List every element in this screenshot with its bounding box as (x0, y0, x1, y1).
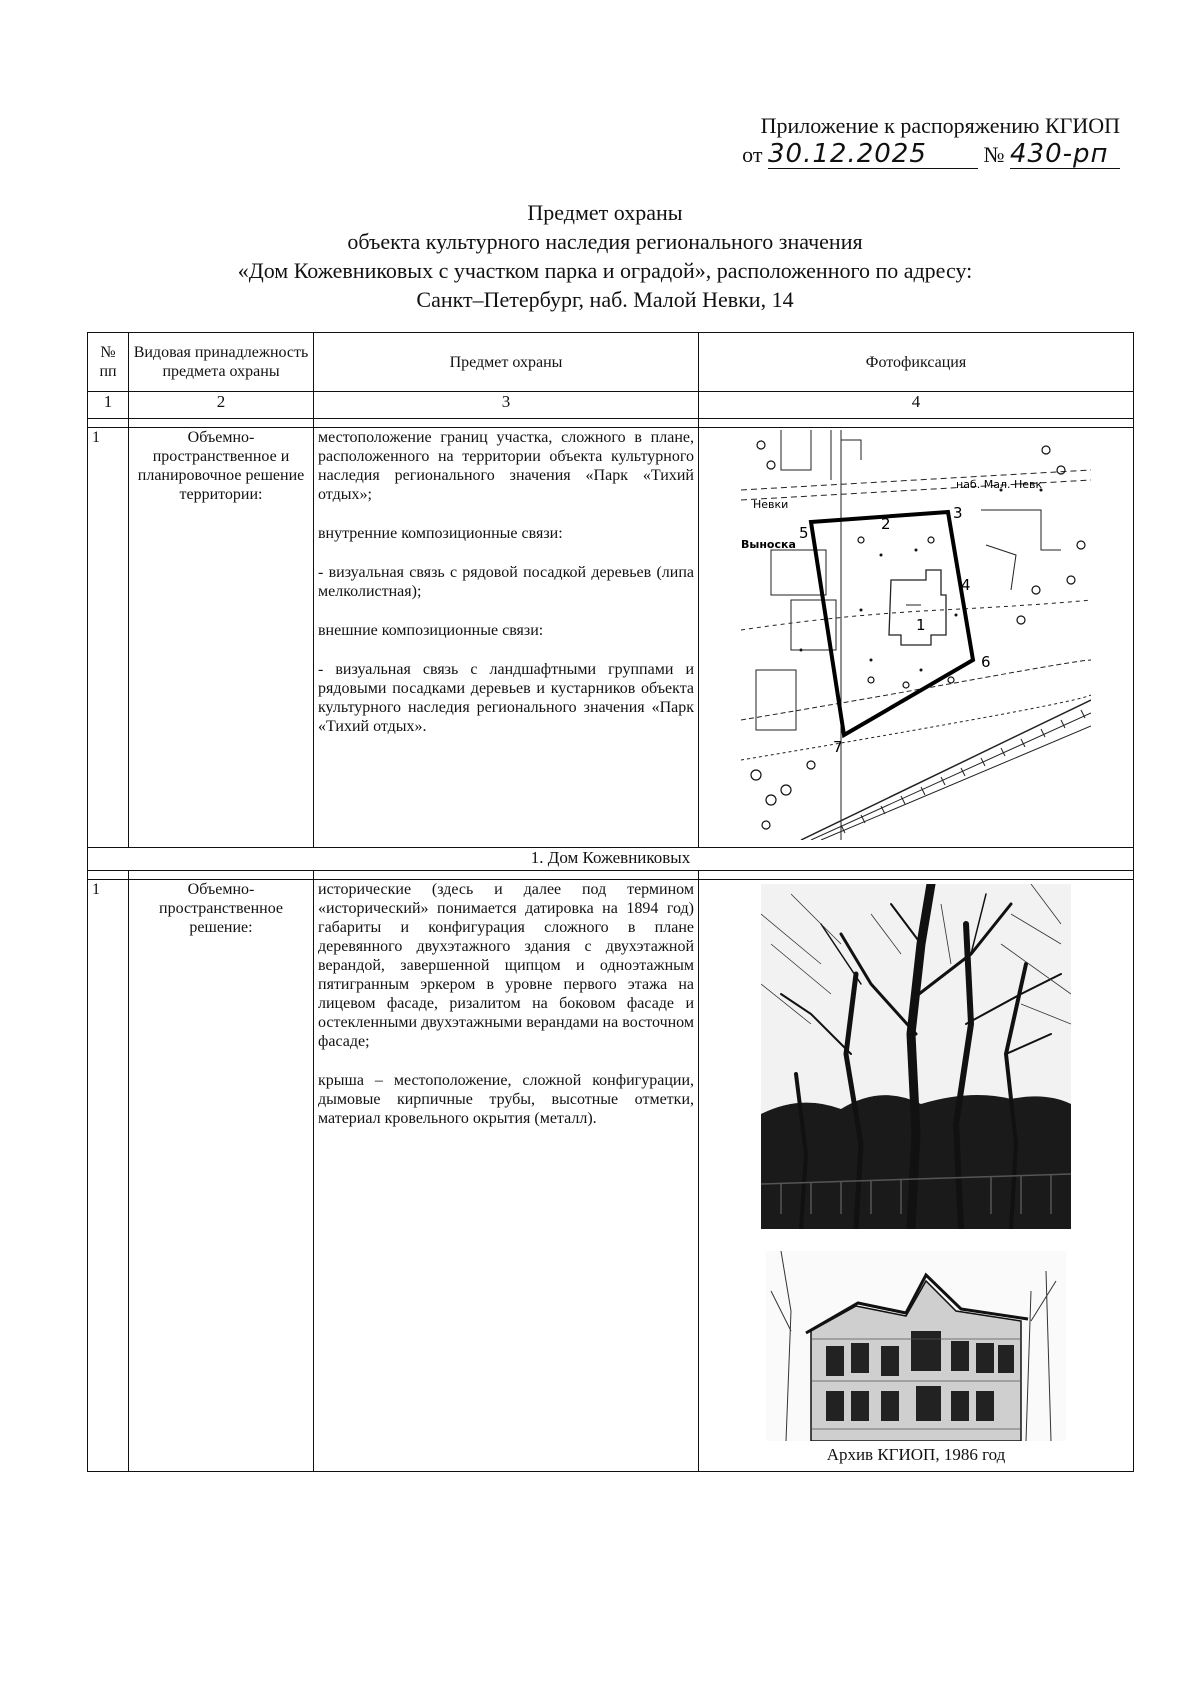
map-label-embankment: наб. Мал. Невк (956, 478, 1043, 491)
row-number: 1 (88, 880, 129, 1472)
header-number: № пп (88, 333, 129, 392)
appendix-line: Приложение к распоряжению КГИОП (760, 113, 1120, 138)
header-subject: Предмет охраны (314, 333, 699, 392)
protection-type: Объемно-пространственное и планировочное решение территории: (129, 428, 314, 848)
order-reference (680, 112, 1120, 169)
col-number-3: 3 (314, 392, 699, 419)
protection-type: Объемно-пространственное решение: (129, 880, 314, 1472)
col-number-1: 1 (88, 392, 129, 419)
map-point-1: 1 (916, 616, 926, 634)
photo-caption: Архив КГИОП, 1986 год (826, 1445, 1006, 1464)
header-type: Видовая принадлежность предмета охраны (129, 333, 314, 392)
table-row (88, 428, 1134, 848)
section-title: 1. Дом Кожевниковых (88, 848, 1134, 871)
map-point-2: 2 (881, 515, 891, 533)
map-point-7: 7 (833, 738, 843, 756)
map-label-nevki: Невки (753, 498, 789, 511)
map-point-3: 3 (953, 504, 963, 522)
protection-subject: местоположение границ участка, сложного в плане, расположенного на территории объекта культурного наследия регионального значения «Парк «Тихий отдых»; внутренние композиционные связи: - визуальная связь с рядовой посадкой деревьев (липа мелколистная); внешние композиционные связи: - визуальная связь с ландшафтными группами и рядовыми посадками деревьев и кустарников объекта культурного наследия регионального значения «Парк «Тихий отдых». (314, 428, 699, 848)
map-point-6: 6 (981, 653, 991, 671)
row-number: 1 (88, 428, 129, 848)
col-number-4: 4 (699, 392, 1134, 419)
map-point-4: 4 (961, 576, 971, 594)
title-line-4: Санкт–Петербург, наб. Малой Невки, 14 (416, 287, 794, 312)
title-line-1: Предмет охраны (527, 200, 683, 225)
title-line-3: «Дом Кожевниковых с участком парка и оградой», расположенного по адресу: (237, 258, 973, 283)
map-label-vynoska: Выноска (741, 538, 796, 551)
protection-subject: исторические (здесь и далее под термином «исторический» понимается датировка на 1894 год) габариты и конфигурация сложного в плане деревянного двухэтажного здания с двухэтажной верандой, завершенной щипцом и одноэтажным пятигранным эркером в уровне первого этажа на лицевом фасаде, ризалитом на боковом фасаде и остекленными двухэтажными верандами на восточном фасаде; крыша – местоположение, сложной конфигурации, дымовые кирпичные трубы, высотные отметки, материал кровельного окрытия (металл). (314, 880, 699, 1472)
header-photo: Фотофиксация (699, 333, 1134, 392)
order-date-number-line: от 30.12.2025 № 430-рп (680, 140, 1120, 169)
house-photo (766, 1251, 1066, 1441)
section-row (88, 848, 1134, 871)
order-number: 430-рп (1010, 140, 1120, 169)
column-number-row (88, 392, 1134, 419)
header-row (88, 333, 1134, 392)
protection-subject-table (87, 332, 1134, 1472)
table-row (88, 880, 1134, 1472)
site-plan-map (741, 430, 1091, 840)
trees-photo (761, 884, 1071, 1229)
col-number-2: 2 (129, 392, 314, 419)
map-point-5: 5 (799, 524, 809, 542)
document-title (80, 198, 1130, 314)
order-date: 30.12.2025 (768, 140, 978, 169)
title-line-2: объекта культурного наследия регионального значения (347, 229, 863, 254)
